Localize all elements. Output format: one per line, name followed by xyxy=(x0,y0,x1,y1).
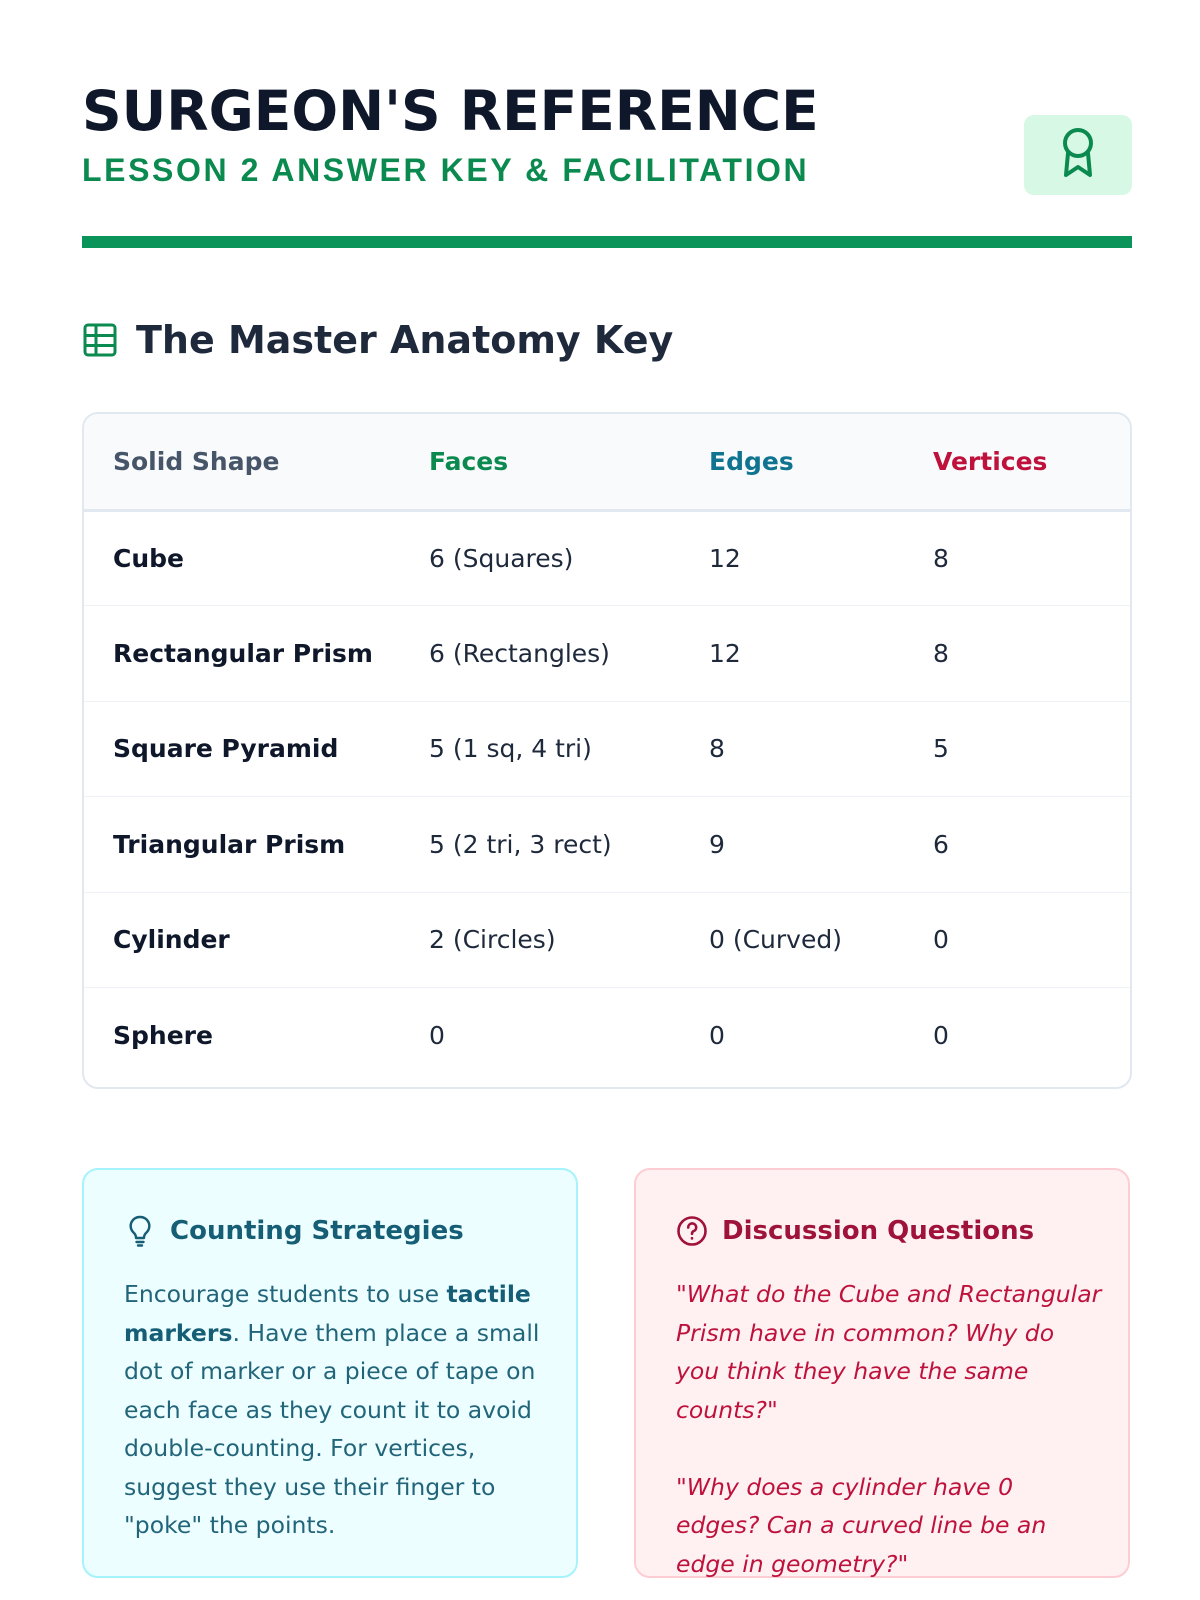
cell-shape: Sphere xyxy=(113,1021,213,1050)
answer-key-page xyxy=(82,0,1132,1578)
page-title: SURGEON'S REFERENCE xyxy=(82,79,819,143)
cell-edges: 0 xyxy=(709,1021,725,1050)
cell-shape: Cube xyxy=(113,543,184,573)
cell-edges: 12 xyxy=(709,638,741,668)
cell-faces: 6 (Rectangles) xyxy=(429,638,610,668)
cell-vertices: 0 xyxy=(933,925,949,955)
cell-faces: 5 (2 tri, 3 rect) xyxy=(429,829,612,859)
cell-vertices: 8 xyxy=(933,543,949,573)
section-heading xyxy=(82,318,673,362)
table-row xyxy=(84,701,1130,797)
card-title: Counting Strategies xyxy=(170,1216,464,1246)
table-header-row xyxy=(84,414,1130,510)
award-icon xyxy=(1058,127,1098,184)
table-row xyxy=(84,606,1130,702)
cell-edges: 9 xyxy=(709,829,725,859)
strategies-text-emphasis: tactile markers xyxy=(124,1280,531,1347)
table-row xyxy=(84,988,1130,1084)
strategies-text-rest: . Have them place a small dot of marker or a piece of tape on each face as they count it to avoid double-counting. For vertices, suggest they use their finger to "poke" the points. xyxy=(124,1318,540,1539)
table-row xyxy=(84,892,1130,988)
discussion-questions-card xyxy=(634,1168,1130,1578)
cell-shape: Square Pyramid xyxy=(113,734,339,764)
anatomy-key-table xyxy=(82,412,1132,1089)
column-header-edges: Edges xyxy=(709,414,933,510)
question-circle-icon xyxy=(676,1215,708,1247)
table-icon xyxy=(82,322,118,358)
cell-edges: 0 (Curved) xyxy=(709,925,842,955)
cell-faces: 0 xyxy=(429,1021,445,1050)
counting-strategies-card xyxy=(82,1168,578,1578)
cell-faces: 6 (Squares) xyxy=(429,543,574,573)
table-row xyxy=(84,797,1130,893)
cell-shape: Cylinder xyxy=(113,925,230,955)
strategies-text xyxy=(124,1275,546,1545)
strategies-text-intro: Encourage students to use xyxy=(124,1280,447,1308)
section-title: The Master Anatomy Key xyxy=(136,318,674,362)
column-header-shape: Solid Shape xyxy=(84,414,429,510)
discussion-question: "Why does a cylinder have 0 edges? Can a curved line be an edge in geometry?" xyxy=(676,1472,1047,1578)
discussion-question: "What do the Cube and Rectangular Prism have in common? Why do you think they have the same counts?" xyxy=(676,1280,1102,1424)
card-header xyxy=(676,1215,1034,1247)
column-header-faces: Faces xyxy=(429,414,709,510)
table-row xyxy=(84,510,1130,606)
award-badge xyxy=(1024,115,1132,195)
cell-faces: 5 (1 sq, 4 tri) xyxy=(429,734,592,764)
page-header xyxy=(82,0,1132,250)
page-subtitle: LESSON 2 ANSWER KEY & FACILITATION xyxy=(82,152,810,188)
cell-vertices: 8 xyxy=(933,638,949,668)
cell-edges: 12 xyxy=(709,543,741,573)
cell-faces: 2 (Circles) xyxy=(429,925,556,955)
card-title: Discussion Questions xyxy=(722,1216,1035,1246)
cell-vertices: 5 xyxy=(933,734,949,764)
card-header xyxy=(124,1215,464,1247)
header-divider xyxy=(82,236,1132,248)
cell-edges: 8 xyxy=(709,734,725,764)
questions-list xyxy=(676,1275,1102,1583)
lightbulb-icon xyxy=(124,1215,156,1247)
column-header-vertices: Vertices xyxy=(933,414,1130,510)
cell-shape: Rectangular Prism xyxy=(113,638,373,668)
cell-shape: Triangular Prism xyxy=(113,829,346,859)
cell-vertices: 0 xyxy=(933,1021,949,1050)
cell-vertices: 6 xyxy=(933,829,949,859)
